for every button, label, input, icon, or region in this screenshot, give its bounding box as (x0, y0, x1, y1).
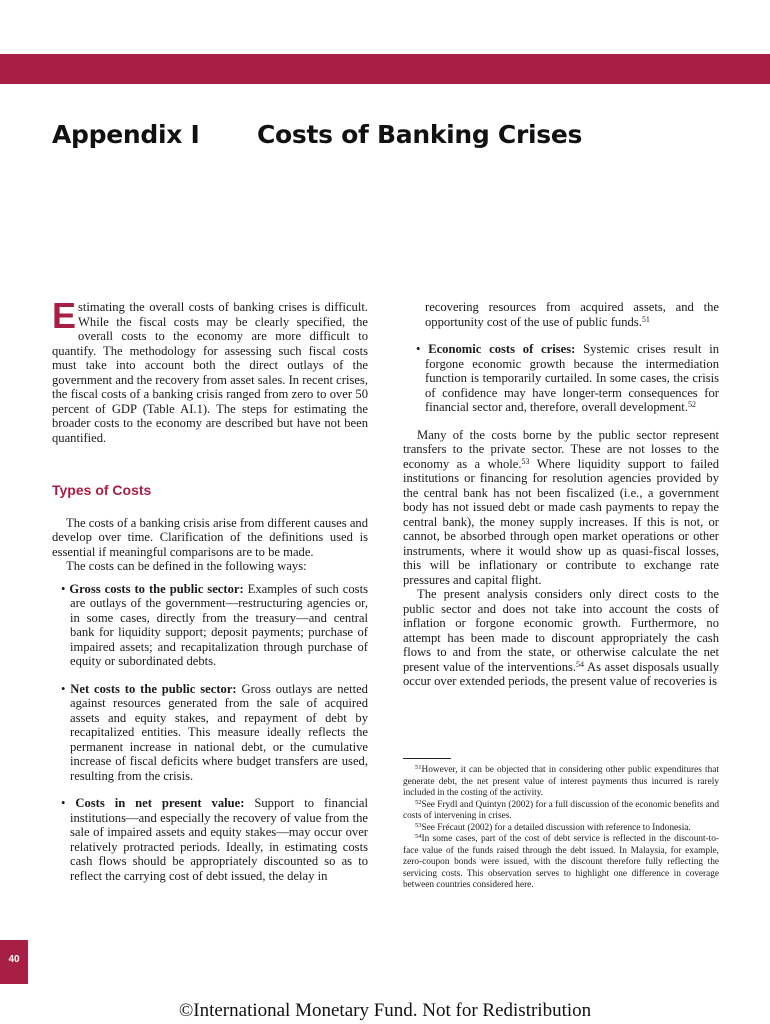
bullet-text: recovering resources from acquired assets, and the opportunity cost of the use of public funds. (425, 300, 719, 329)
footnote-text: See Frécaut (2002) for a detailed discussion with reference to Indonesia. (421, 822, 691, 833)
footnote-number: 53 (415, 821, 422, 829)
footnote-ref[interactable]: 52 (687, 400, 696, 409)
copyright-notice: ©International Monetary Fund. Not for Redistribution (178, 1000, 592, 1021)
list-item-npv-continued (403, 300, 719, 329)
list-item-economic-costs: • Economic costs of crises: Systemic crises result in forgone economic growth because the intermediation function is temporarily curtailed. In some cases, the crisis of confidence may have longer-term consequences for financial sector and, therefore, overall development.$^{52}$ (416, 342, 720, 414)
paragraph-text: As asset disposals usually occur over extended periods, the present value of recoveries is (403, 659, 720, 688)
paragraph-text: Where liquidity support to failed institutions or financing for resolution agencies provided by the central bank has not been fiscalized (i.e., a government body has not issued debt or made cash payments to repay the central bank), the money supply increases. If this is not, or cannot, be absorbed through open market operations or other instruments, where it would show up as quasi-fiscal losses, this will be inflationary or contribute to exchange rate pressures and capital flight. (403, 456, 719, 587)
types-paragraph-1: The costs of a banking crisis arise from different causes and develop over time. Clarification of the definitions used is essential if meaningful comparisons are to be made. (52, 515, 368, 559)
intro-paragraph (52, 295, 368, 445)
footnote-number: 51 (415, 764, 422, 771)
footnote-number: 54 (415, 833, 422, 840)
list-item-npv-costs: • Costs in net present value: Support to financial institutions—and especially the recovery of value from the sale of impaired assets and equity stakes—may occur over relatively protracted periods. Ideally, in estimating costs cash flows should be appropriately discounted so as to reflect the carrying cost of debt issued, the delay in (61, 796, 369, 883)
list-item-net-costs: • Net costs to the public sector: Gross outlays are netted against resources generated from the sale of acquired assets and equity stakes, and repayment of debt by recapitalized entities. This measure ideally reflects the permanent increase in national debt, or the cumulative increase of fiscal deficits where budget transfers are used, resulting from the crisis. (61, 681, 368, 783)
right-column (403, 300, 719, 689)
footnote-51 (403, 765, 719, 800)
footnote-text: See Frydl and Quintyn (2002) for a full discussion of the economic benefits and costs of intervening in crises. (403, 799, 719, 821)
footnote-ref[interactable]: 53 (521, 456, 530, 466)
bullet-text: Examples of such costs are outlays of the government—restructuring agencies or, in some cases, directly from the treasury—and central bank for liquidity support; deposit payments; purchase of impaired assets; and recapitalization through purchase of equity or subordinated debts. (70, 581, 368, 668)
paragraph-text: Many of the costs borne by the public sector represent transfers to the private sector. These are not losses to the economy as a whole. (403, 427, 719, 471)
header-color-bar (0, 54, 770, 84)
footnote-53 (403, 823, 719, 835)
footnotes (403, 752, 719, 892)
section-heading-types-of-costs: Types of Costs (52, 482, 152, 498)
footnote-text: However, it can be objected that in considering other public expenditures that generate debt, the net present value of interest payments thus incurred is rarely included in the costing of the activity. (403, 765, 719, 798)
list-item-gross-costs: • Gross costs to the public sector: Examples of such costs are outlays of the government—restructuring agencies or, in some cases, directly from the treasury—and central bank for liquidity support; deposit payments; purchase of impaired assets; and recapitalization through purchase of equity or subordinated debts. (61, 581, 368, 668)
bullet-text: Gross outlays are netted against resources generated from the sale of acquired assets and equity stakes, and repayment of debt by recapitalized entities. This measure ideally reflects the permanent increase in national debt, or the cumulative increase of fiscal deficits where budget transfers are used, resulting from the crisis. (70, 681, 368, 783)
cost-definitions-list (52, 582, 368, 884)
paragraph-transfers (403, 428, 719, 588)
bullet-term: Net costs to the public sector: (70, 681, 237, 696)
drop-cap: E (52, 295, 77, 336)
footnote-text: In some cases, part of the cost of debt service is reflected in the discount-to-face value of the funds raised through the debt issued. In Malaysia, for example, zero-coupon bonds were issued, with the discount therefore fully reflecting the servicing costs. This observation serves to highlight one difference in coverage between countries considered here. (403, 834, 719, 890)
types-paragraph-2: The costs can be defined in the following ways: (66, 559, 307, 573)
footnote-number: 52 (415, 798, 422, 806)
bullet-term: Costs in net present value: (75, 796, 245, 810)
footnote-ref[interactable]: 54 (576, 659, 585, 669)
left-column (52, 295, 369, 896)
paragraph-text: The present analysis considers only direct costs to the public sector and does not take into account the costs of inflation or forgone economic growth. Furthermore, no attempt has been made to discount appropriately the cash flows to and from the state, or otherwise calculate the net present value of the interventions. (403, 587, 719, 674)
footnote-divider (403, 758, 451, 759)
bullet-term: Economic costs of crises: (428, 342, 576, 356)
footnote-52 (403, 800, 719, 823)
footnote-ref[interactable]: 51 (641, 314, 650, 324)
paragraph-present-analysis (403, 587, 719, 689)
page-number: 40 (8, 954, 20, 965)
page-title: Costs of Banking Crises (257, 120, 583, 149)
bullet-term: Gross costs to the public sector: (69, 581, 244, 596)
bullet-text: Support to financial institutions—and especially the recovery of value from the sale of impaired assets and equity stakes—may occur over relatively protracted periods. Ideally, in estimating costs cash flows should be appropriately discounted so as to reflect the carrying cost of debt issued, the delay in (70, 796, 369, 883)
bullet-text: Systemic crises result in forgone economic growth because the intermediation function is temporarily curtailed. In some cases, the crisis of confidence may have longer-term consequences for financial sector and, therefore, overall development. (425, 342, 720, 414)
cost-definitions-list-continued (403, 300, 719, 415)
footnote-54 (403, 834, 719, 892)
intro-text: stimating the overall costs of banking crises is difficult. While the fiscal costs may be clearly specified, the overall costs to the economy are more difficult to quantify. The methodology for assessing such fiscal costs must take into account both the direct outlays of the government and the recovery from asset sales. In recent crises, the fiscal costs of a banking crisis ranged from zero to over 50 percent of GDP (Table AI.1). The steps for estimating the broader costs to the economy are described but have not been quantified. (52, 300, 368, 445)
appendix-label: Appendix I (52, 120, 200, 149)
